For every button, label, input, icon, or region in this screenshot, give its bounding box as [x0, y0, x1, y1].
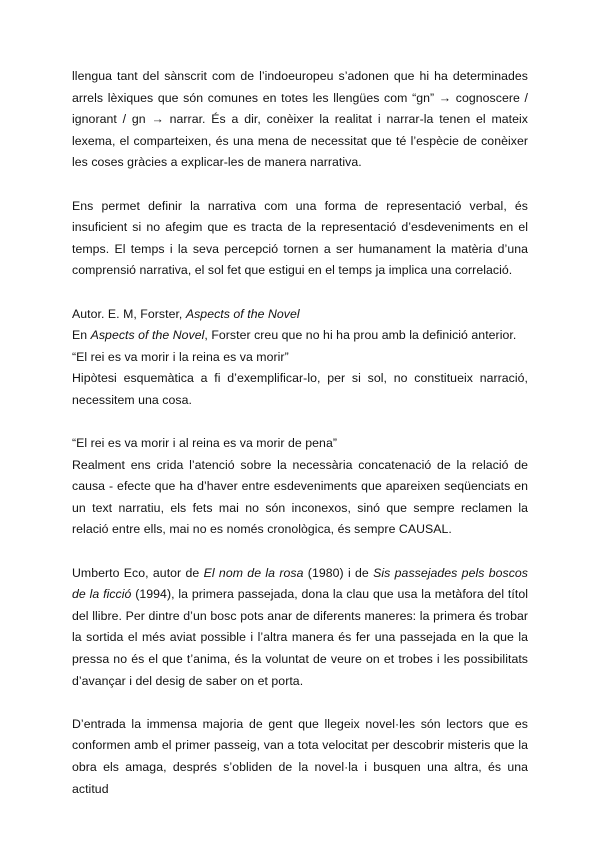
paragraph-gap: [72, 412, 528, 434]
paragraph-quote2: [72, 433, 528, 455]
text-span: En: [72, 328, 91, 343]
text-span: (1980) i de: [303, 565, 374, 580]
book-title: Aspects of the Novel: [185, 306, 300, 321]
paragraph-causal: Realment ens crida l’atenció sobre la necessària concatenació de la relació de causa - efecte que ha d’haver entre esdeveniments que apareixen seqüenciats en un text narratiu, els fets mai no són inconexos, sinó que sempre reclamen la relació entre ells, mai no es només cronològica, és sempre CAUSAL.: [72, 457, 528, 537]
text-span: Umberto Eco, autor de: [72, 565, 204, 580]
forster-definition-line: [72, 325, 528, 347]
book-title: El nom de la rosa: [203, 565, 304, 580]
paragraph-forster: [72, 304, 528, 369]
book-title: Aspects of the Novel: [90, 328, 205, 343]
quote-line: “El rei es va morir i al reina es va morir de pena”: [72, 436, 337, 451]
paragraph-eco: [72, 563, 528, 693]
author-label: Autor. E. M, Forster,: [72, 306, 186, 321]
author-line: [72, 304, 528, 326]
paragraph-gap: [72, 282, 528, 304]
text-span: (1994), la primera passejada, dona la clau que usa la metàfora del títol del llibre. Per dintre d’un bosc pots anar de diferents maneres: la primera és trobar la sortida el més aviat possible i l’altra manera és fer una passejada en la que la pressa no és el que t’anima, és la voluntat de veure on et trobes i les possibilitats d’avançar i del desig de saber on et porta.: [72, 587, 528, 688]
text-span: , Forster creu que no hi ha prou amb la definició anterior.: [204, 328, 517, 343]
paragraph-gap: [72, 174, 528, 196]
book-title: Sis passejades pels boscos de la ficció: [72, 565, 529, 602]
paragraph-gap: [72, 541, 528, 563]
paragraph-narrative-definition: Ens permet definir la narrativa com una forma de representació verbal, és insuficient si no afegim que es tracta de la representació d’esdeveniments en el temps. El temps i la seva percepció tornen a ser humanament la matèria d’una comprensió narrativa, el sol fet que estigui en el temps ja implica una correlació.: [72, 198, 528, 278]
paragraph-readers: D’entrada la immensa majoria de gent que llegeix novel·les són lectors que es conformen amb el primer passeig, van a tota velocitat per descobrir misteris que la obra els amaga, després s’obliden de la novel·la i busquen una altra, és una actitud: [72, 716, 528, 796]
quote-line: “El rei es va morir i la reina es va morir”: [72, 349, 289, 364]
paragraph-etymology: llengua tant del sànscrit com de l’indoeuropeu s’adonen que hi ha determinades arrels lèxiques que són comunes en totes les llengües com “gn” → cognoscere / ignorant / gn → narrar. És a dir, conèixer la realitat i narrar-la tenen el mateix lexema, el comparteixen, és una mena de necessitat que té l’espècie de conèixer les coses gràcies a explicar-les de manera narrativa.: [72, 69, 528, 170]
paragraph-hypothesis: Hipòtesi esquemàtica a fi d’exemplificar-lo, per si sol, no constitueix narració, necessitem una cosa.: [72, 371, 528, 407]
paragraph-gap: [72, 692, 528, 714]
